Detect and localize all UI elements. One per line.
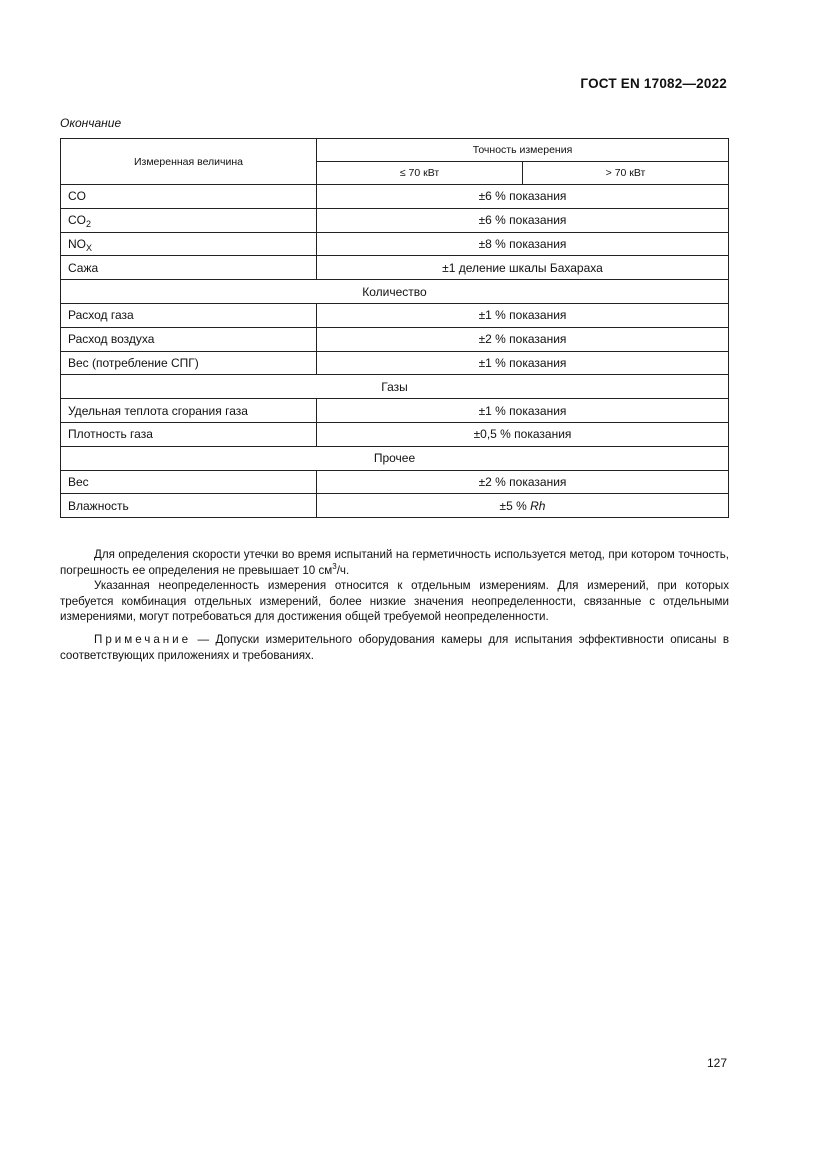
row-label: Вес (потребление СПГ)	[61, 351, 317, 375]
table-header-row	[61, 139, 729, 162]
row-label	[61, 208, 317, 232]
table-row	[61, 327, 729, 351]
note-paragraph	[60, 632, 729, 663]
row-label-sub: X	[86, 242, 93, 253]
row-value: ±6 % показания	[317, 185, 729, 209]
row-label: Вес	[61, 470, 317, 494]
paragraph-leak-rate	[60, 547, 729, 578]
row-label: Расход воздуха	[61, 327, 317, 351]
table-row	[61, 494, 729, 518]
table-row	[61, 351, 729, 375]
section-row	[61, 446, 729, 470]
paragraph-uncertainty: Указанная неопределенность измерения относится к отдельным измерениям. Для измерений, при которых требуется комбинация отдельных измерений, более низкие значения неопределенности, связанные с отдельными измерениями, могут потребоваться для достижения общей требуемой неопределенности.	[60, 579, 729, 624]
superscript: 3	[332, 561, 337, 571]
table-row	[61, 303, 729, 327]
row-value	[317, 494, 729, 518]
note-text: — Допуски измерительного оборудования камеры для испытания эффективности описаны в соответствующих приложениях и требованиях.	[60, 633, 729, 662]
table-row	[61, 185, 729, 209]
row-label-main: CO	[68, 213, 86, 228]
table-row	[61, 470, 729, 494]
row-label: Плотность газа	[61, 422, 317, 446]
row-value: ±2 % показания	[317, 327, 729, 351]
document-code: ГОСТ EN 17082—2022	[580, 76, 727, 91]
row-value: ±6 % показания	[317, 208, 729, 232]
row-label	[61, 232, 317, 256]
row-value: ±1 % показания	[317, 303, 729, 327]
section-row	[61, 280, 729, 304]
header-le70: ≤ 70 кВт	[317, 162, 523, 185]
header-gt70: > 70 кВт	[523, 162, 729, 185]
row-label: Сажа	[61, 256, 317, 280]
row-value-prefix: ±5 %	[499, 498, 531, 513]
table-row	[61, 256, 729, 280]
accuracy-table	[60, 138, 729, 518]
table-row	[61, 232, 729, 256]
row-label: Влажность	[61, 494, 317, 518]
table-row	[61, 208, 729, 232]
row-value: ±0,5 % показания	[317, 422, 729, 446]
section-other: Прочее	[61, 446, 729, 470]
row-value: ±8 % показания	[317, 232, 729, 256]
row-label-sub: 2	[86, 219, 92, 230]
row-value: ±1 % показания	[317, 351, 729, 375]
section-row	[61, 375, 729, 399]
paragraph-text: Для определения скорости утечки во время испытаний на герметичность используется метод, при котором точность, погрешность ее определения не превышает 10 см	[60, 548, 729, 577]
row-value: ±1 % показания	[317, 399, 729, 423]
row-value: ±1 деление шкалы Бахараха	[317, 256, 729, 280]
row-value: ±2 % показания	[317, 470, 729, 494]
section-quantity: Количество	[61, 280, 729, 304]
row-label: Удельная теплота сгорания газа	[61, 399, 317, 423]
section-gases: Газы	[61, 375, 729, 399]
row-value-unit: Rh	[530, 498, 546, 513]
row-label: CO	[61, 185, 317, 209]
row-label-main: NO	[68, 236, 86, 251]
paragraph-text-end: /ч.	[336, 563, 350, 577]
table-caption: Окончание	[60, 116, 122, 130]
page-number: 127	[706, 1056, 727, 1070]
header-accuracy: Точность измерения	[317, 139, 729, 162]
row-label: Расход газа	[61, 303, 317, 327]
table-row	[61, 422, 729, 446]
table-row	[61, 399, 729, 423]
header-quantity: Измеренная величина	[61, 139, 317, 185]
note-label: Примечание	[94, 633, 192, 646]
